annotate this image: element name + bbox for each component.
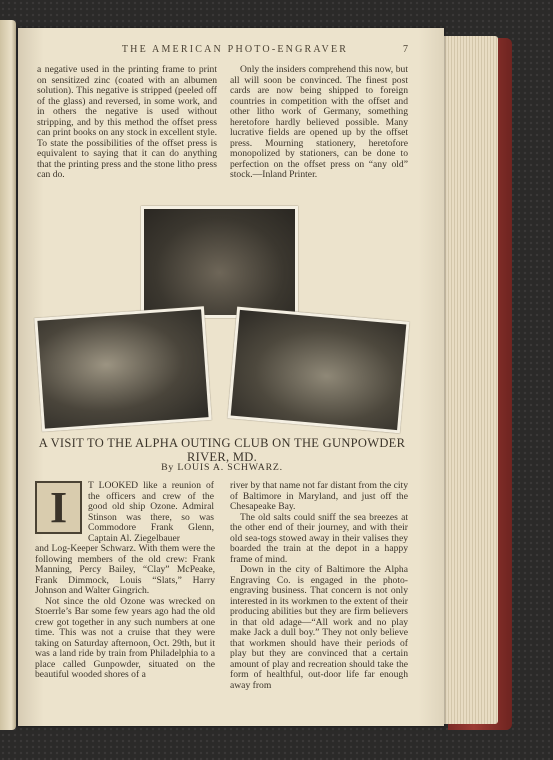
photo-group-outdoors — [227, 307, 409, 434]
article-column-left — [35, 544, 215, 681]
article-paragraph-4: The old salts could sniff the sea breezes at the other end of their journey, and with their old sea-togs stowed away in their valises they boarded the train at the depot in a happy frame of mind. — [230, 511, 408, 565]
article-byline: By LOUIS A. SCHWARZ. — [161, 462, 283, 473]
intro-column-left — [37, 65, 217, 181]
page-stack-edges — [440, 36, 498, 724]
article-paragraph-1-wrap: T LOOKED like a reunion of the officers and crew of the good old ship Ozone. Admiral Stinson was there, so was Commodore Frank Glenn, Captain Al. Ziegelbauer — [88, 480, 214, 544]
facing-page-edge — [0, 20, 16, 730]
drop-cap-letter: I — [49, 482, 68, 532]
photo-campfire — [34, 306, 212, 432]
article-paragraph-5: Down in the city of Baltimore the Alpha Engraving Co. is engaged in the photo-engraving business. That concern is not only interested in its workmen to the extent of their producing abilities but they are firm believers in that old adage—“All work and no play make Jack a dull boy.” They not only believe that workmen should have their periods of play but they are convinced that a certain amount of play and recreation should take the form of healthful, out-door life far enough away from — [230, 564, 408, 691]
photo-group-seated — [141, 206, 298, 318]
running-head: THE AMERICAN PHOTO-ENGRAVER — [121, 44, 349, 55]
article-paragraph-2: Not since the old Ozone was wrecked on Stoerrle’s Bar some few years ago had the old crew got together in any such numbers at one time. This was not a cruise that they were taking on Saturday afternoon, Oct. 29th, but it was a land ride by train from Philadelphia to a place called Gunpowder, situated on the beautiful wooded shores of a — [35, 595, 215, 680]
article-headline: A VISIT TO THE ALPHA OUTING CLUB ON THE GUNPOWDER RIVER, MD. — [38, 436, 406, 464]
article-paragraph-1-rest: and Log-Keeper Schwarz. With them were the following members of the old crew: Frank Manning, Percy Bailey, “Clay” McPeake, Frank Dimmock, Louis “Slats,” Harry Johnson and Walter Gingrich. — [35, 543, 215, 596]
page-number: 7 — [403, 44, 408, 55]
intro-right-paragraph: Only the insiders comprehend this now, but all will soon be convinced. The finest post cards are now being shipped to foreign countries in competition with the offset and other litho work of Germany, something heretofore hardly believed possible. Many lucrative fields are opened up by the offset press. Mourning stationery, heretofore monopolized by stationers, can be done to perfection on the offset press on “any old” stock.—Inland Printer. — [230, 64, 408, 180]
drop-cap — [35, 481, 82, 534]
article-paragraph-3: river by that name not far distant from the city of Baltimore in Maryland, and just off the Chesapeake Bay. — [230, 480, 408, 512]
article-opening-wrap — [88, 481, 214, 544]
intro-column-right — [230, 65, 408, 181]
article-column-right — [230, 481, 408, 691]
intro-left-paragraph: a negative used in the printing frame to print on sensitized zinc (coated with an albumen solution). This negative is stripped (peeled off of the glass) and reversed, in some work, and in others the negative is used without stripping, and by this method the offset press can print books on any stock in excellent style. To state the possibilities of the offset press is equivalent to saying that it can do anything that the printing press and the stone litho press can do. — [37, 64, 217, 180]
